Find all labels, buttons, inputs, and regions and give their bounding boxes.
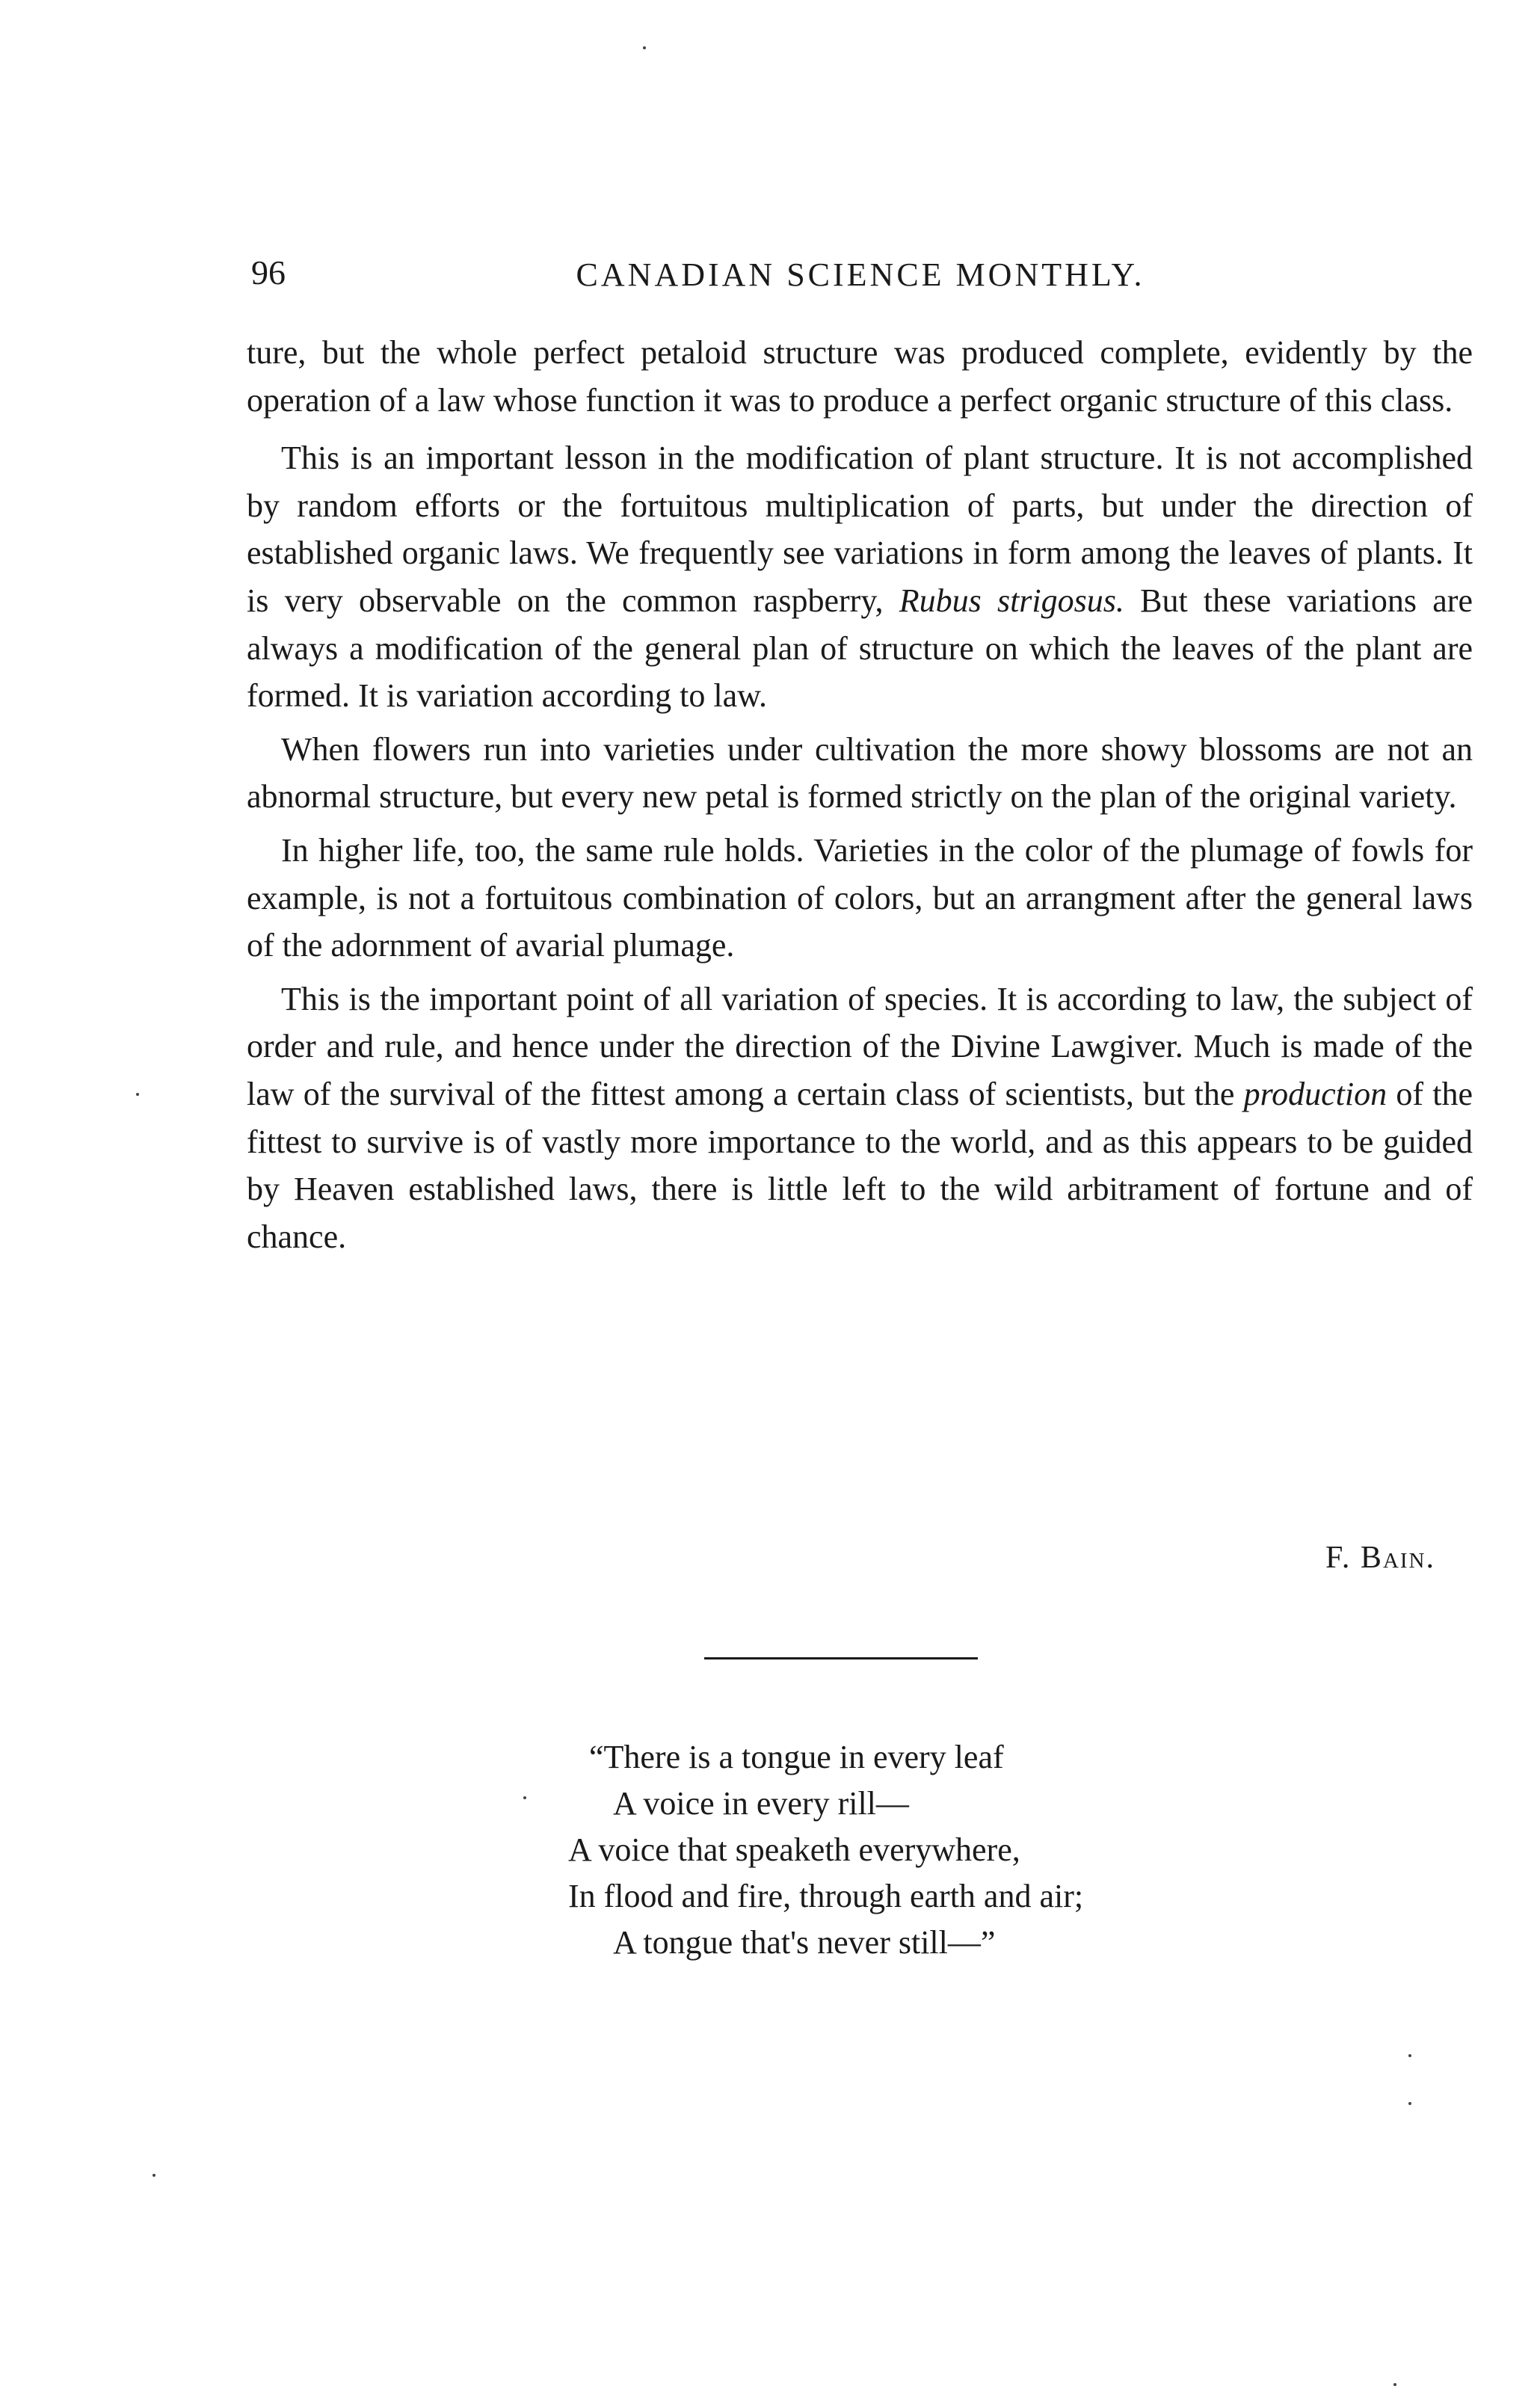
scan-speck — [136, 1093, 139, 1096]
article-body — [247, 329, 1473, 1266]
paragraph-text: In higher life, too, the same rule holds. Varieties in the color of the plumage of fowls for example, is not a fortuitous combination of colors, but an arrangment after the general laws of the adornment of avarial plumage. — [247, 831, 1473, 964]
page-header — [251, 253, 1470, 298]
paragraph-text: This is an important lesson in the modification of plant structure. It is not accomplished by random efforts or the fortuitous multiplication of parts, but under the direction of established organic laws. We frequently see variations in form among the leaves of plants. It is very observable on the common raspberry, — [247, 440, 1473, 619]
poem-quote — [568, 1734, 1316, 1966]
paragraph-1 — [247, 329, 1473, 424]
emphasis-production: production — [1243, 1075, 1387, 1112]
running-head: CANADIAN SCIENCE MONTHLY. — [576, 256, 1145, 293]
poem-line: A voice that speaketh everywhere, — [568, 1831, 1020, 1868]
author-signature: F. Bain. — [1325, 1541, 1435, 1575]
poem-line: A voice in every rill— — [613, 1785, 909, 1822]
scan-speck — [153, 2174, 155, 2177]
poem-line: In flood and fire, through earth and air; — [568, 1878, 1084, 1914]
poem-line: “There is a tongue in every leaf — [589, 1739, 1004, 1775]
paragraph-5 — [247, 976, 1473, 1261]
paragraph-text: This is the important point of all variation of species. It is according to law, the subject of order and rule, and hence under the direction of the Divine Lawgiver. Much is made of the law of the survival of the fittest among a certain class of scientists, but the — [247, 980, 1473, 1112]
paragraph-text: ture, but the whole perfect petaloid structure was produced complete, evidently by the operation of a law whose function it was to produce a perfect organic structure of this class. — [247, 334, 1473, 419]
paragraph-text: But these variations are always a modification of the general plan of structure on which the leaves of the plant are formed. It is variation according to law. — [247, 582, 1473, 715]
paragraph-2 — [247, 434, 1473, 720]
poem-line: A tongue that's never still—” — [613, 1924, 996, 1961]
paragraph-4 — [247, 827, 1473, 970]
paragraph-text: When flowers run into varieties under cultivation the more showy blossoms are not an abnormal structure, but every new petal is formed strictly on the plan of the original variety. — [247, 730, 1473, 816]
scan-speck — [643, 46, 646, 49]
species-name: Rubus strigosus. — [899, 582, 1124, 619]
paragraph-3 — [247, 726, 1473, 821]
paragraph-text: of the fittest to survive is of vastly more importance to the world, and as this appears to be guided by Heaven established laws, there is little left to the wild arbitrament of fortune and of chance. — [247, 1075, 1473, 1255]
scan-speck — [1408, 2054, 1411, 2057]
page-number: 96 — [251, 253, 286, 292]
scan-speck — [1393, 2383, 1396, 2386]
scan-speck — [1408, 2102, 1411, 2105]
scan-speck — [523, 1796, 526, 1799]
section-divider — [704, 1657, 978, 1659]
